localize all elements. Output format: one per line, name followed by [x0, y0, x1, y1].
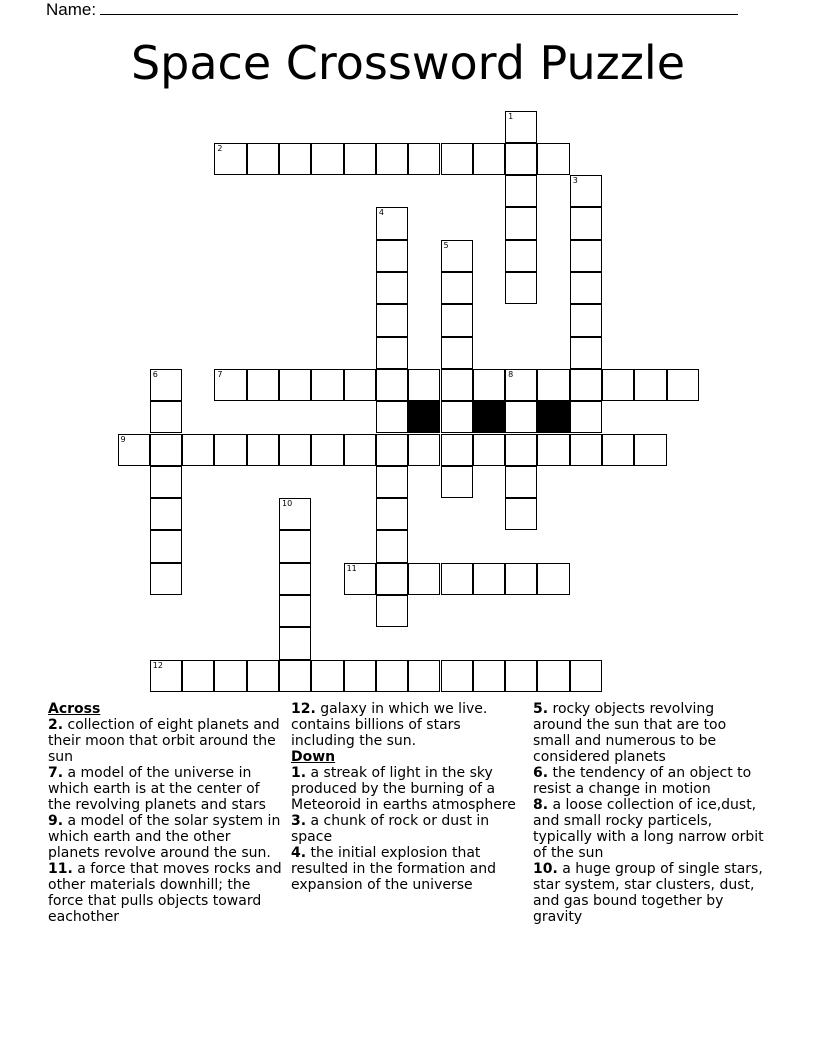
grid-cell[interactable] [602, 369, 634, 401]
clue-across-2: 2. collection of eight planets and their moon that orbit around the sun [48, 717, 280, 765]
grid-cell[interactable] [570, 660, 602, 692]
grid-cell[interactable] [150, 563, 182, 595]
grid-cell[interactable] [247, 660, 279, 692]
grid-cell[interactable] [505, 272, 537, 304]
grid-cell[interactable] [537, 434, 569, 466]
grid-cell[interactable] [311, 660, 343, 692]
grid-cell[interactable] [441, 272, 473, 304]
clue-number: 6 [152, 369, 158, 379]
grid-cell[interactable] [376, 304, 408, 336]
grid-cell[interactable] [376, 595, 408, 627]
grid-cell[interactable] [537, 563, 569, 595]
grid-cell[interactable] [570, 304, 602, 336]
grid-cell[interactable] [376, 240, 408, 272]
grid-cell[interactable] [311, 369, 343, 401]
grid-cell[interactable] [408, 563, 440, 595]
grid-cell[interactable] [505, 369, 537, 401]
grid-cell[interactable] [376, 369, 408, 401]
clue-column-2 [291, 701, 525, 893]
page-title: Space Crossword Puzzle [130, 36, 686, 90]
grid-cell[interactable] [376, 272, 408, 304]
grid-cell[interactable] [408, 434, 440, 466]
clue-number: 10 [282, 499, 293, 509]
grid-cell[interactable] [150, 498, 182, 530]
grid-cell[interactable] [247, 369, 279, 401]
clue-across-11: 11. a force that moves rocks and other materials downhill; the force that pulls objects toward eachother [48, 861, 282, 925]
grid-cell[interactable] [279, 660, 311, 692]
blocked-cell [473, 401, 505, 433]
grid-cell[interactable] [570, 434, 602, 466]
grid-cell[interactable] [408, 143, 440, 175]
grid-cell[interactable] [150, 530, 182, 562]
clue-column-1 [48, 701, 282, 925]
grid-cell[interactable] [311, 143, 343, 175]
grid-cell[interactable] [376, 434, 408, 466]
across-heading: Across [48, 701, 101, 717]
clue-number: 7 [217, 369, 223, 379]
grid-cell[interactable] [279, 563, 311, 595]
grid-cell[interactable] [376, 207, 408, 239]
grid-cell[interactable] [279, 627, 311, 659]
clue-across-7: 7. a model of the universe in which earth is at the center of the revolving planets and stars [48, 765, 266, 813]
grid-cell[interactable] [150, 401, 182, 433]
grid-cell[interactable] [570, 369, 602, 401]
clue-number: 4 [378, 208, 384, 218]
grid-cell[interactable] [279, 498, 311, 530]
grid-cell[interactable] [214, 660, 246, 692]
grid-cell[interactable] [214, 434, 246, 466]
grid-cell[interactable] [150, 369, 182, 401]
clue-down-5: 5. rocky objects revolving around the sun that are too small and numerous to be considered planets [533, 701, 727, 765]
clue-number: 1 [508, 111, 514, 121]
grid-cell[interactable] [570, 272, 602, 304]
clue-down-6: 6. the tendency of an object to resist a change in motion [533, 765, 752, 797]
grid-cell[interactable] [634, 369, 666, 401]
grid-cell[interactable] [537, 660, 569, 692]
grid-cell[interactable] [634, 434, 666, 466]
grid-cell[interactable] [505, 401, 537, 433]
grid-cell[interactable] [570, 240, 602, 272]
grid-cell[interactable] [441, 466, 473, 498]
blocked-cell [408, 401, 440, 433]
grid-cell[interactable] [376, 401, 408, 433]
grid-cell[interactable] [473, 143, 505, 175]
grid-cell[interactable] [537, 369, 569, 401]
clue-down-1: 1. a streak of light in the sky produced by the burning of a Meteoroid in earths atmosphere [291, 765, 516, 813]
grid-cell[interactable] [505, 660, 537, 692]
grid-cell[interactable] [408, 369, 440, 401]
grid-cell[interactable] [473, 563, 505, 595]
grid-cell[interactable] [182, 434, 214, 466]
grid-cell[interactable] [182, 660, 214, 692]
grid-cell[interactable] [570, 401, 602, 433]
grid-cell[interactable] [214, 143, 246, 175]
clue-down-3: 3. a chunk of rock or dust in space [291, 813, 490, 845]
blocked-cell [537, 401, 569, 433]
grid-cell[interactable] [376, 337, 408, 369]
grid-cell[interactable] [376, 660, 408, 692]
grid-cell[interactable] [376, 563, 408, 595]
grid-cell[interactable] [279, 530, 311, 562]
grid-cell[interactable] [505, 434, 537, 466]
grid-cell[interactable] [150, 660, 182, 692]
clue-column-3 [533, 701, 767, 925]
grid-cell[interactable] [344, 563, 376, 595]
grid-cell[interactable] [505, 207, 537, 239]
grid-cell[interactable] [344, 434, 376, 466]
clue-number: 5 [443, 240, 449, 250]
grid-cell[interactable] [505, 563, 537, 595]
grid-cell[interactable] [279, 434, 311, 466]
grid-cell[interactable] [441, 660, 473, 692]
grid-cell[interactable] [344, 369, 376, 401]
grid-cell[interactable] [279, 143, 311, 175]
clue-number: 9 [120, 434, 126, 444]
grid-cell[interactable] [344, 660, 376, 692]
clue-number: 11 [346, 563, 357, 573]
grid-cell[interactable] [376, 143, 408, 175]
grid-cell[interactable] [667, 369, 699, 401]
grid-cell[interactable] [279, 369, 311, 401]
grid-cell[interactable] [473, 369, 505, 401]
grid-cell[interactable] [505, 466, 537, 498]
grid-cell[interactable] [441, 143, 473, 175]
grid-cell[interactable] [311, 434, 343, 466]
grid-cell[interactable] [473, 660, 505, 692]
clue-down-4: 4. the initial explosion that resulted in the formation and expansion of the universe [291, 845, 497, 893]
grid-cell[interactable] [570, 207, 602, 239]
grid-cell[interactable] [505, 175, 537, 207]
grid-cell[interactable] [247, 143, 279, 175]
grid-cell[interactable] [150, 466, 182, 498]
clue-down-10: 10. a huge group of single stars, star system, star clusters, dust, and gas bound together by gravity [533, 861, 763, 925]
grid-cell[interactable] [441, 304, 473, 336]
grid-cell[interactable] [570, 337, 602, 369]
name-label: Name: [46, 0, 97, 19]
grid-cell[interactable] [505, 143, 537, 175]
clue-across-12: 12. galaxy in which we live. contains billions of stars including the sun. [291, 701, 488, 749]
clue-number: 3 [572, 176, 578, 186]
clue-number: 2 [217, 143, 223, 153]
down-heading: Down [291, 749, 336, 765]
grid-cell[interactable] [376, 498, 408, 530]
grid-cell[interactable] [441, 240, 473, 272]
grid-cell[interactable] [441, 401, 473, 433]
grid-cell[interactable] [408, 660, 440, 692]
clue-across-9: 9. a model of the solar system in which earth and the other planets revolve around the sun. [48, 813, 281, 861]
grid-cell[interactable] [279, 595, 311, 627]
grid-cell[interactable] [505, 498, 537, 530]
grid-cell[interactable] [441, 563, 473, 595]
grid-cell[interactable] [505, 111, 537, 143]
grid-cell[interactable] [441, 337, 473, 369]
grid-cell[interactable] [441, 434, 473, 466]
grid-cell[interactable] [247, 434, 279, 466]
grid-cell[interactable] [344, 143, 376, 175]
clue-down-8: 8. a loose collection of ice,dust, and small rocky particels, typically with a long narrow orbit of the sun [533, 797, 764, 861]
grid-cell[interactable] [602, 434, 634, 466]
clue-number: 12 [152, 660, 163, 670]
grid-cell[interactable] [150, 434, 182, 466]
clue-number: 8 [508, 369, 514, 379]
grid-cell[interactable] [376, 466, 408, 498]
grid-cell[interactable] [441, 369, 473, 401]
grid-cell[interactable] [473, 434, 505, 466]
grid-cell[interactable] [570, 175, 602, 207]
grid-cell[interactable] [376, 530, 408, 562]
grid-cell[interactable] [505, 240, 537, 272]
grid-cell[interactable] [214, 369, 246, 401]
grid-cell[interactable] [537, 143, 569, 175]
grid-cell[interactable] [118, 434, 150, 466]
